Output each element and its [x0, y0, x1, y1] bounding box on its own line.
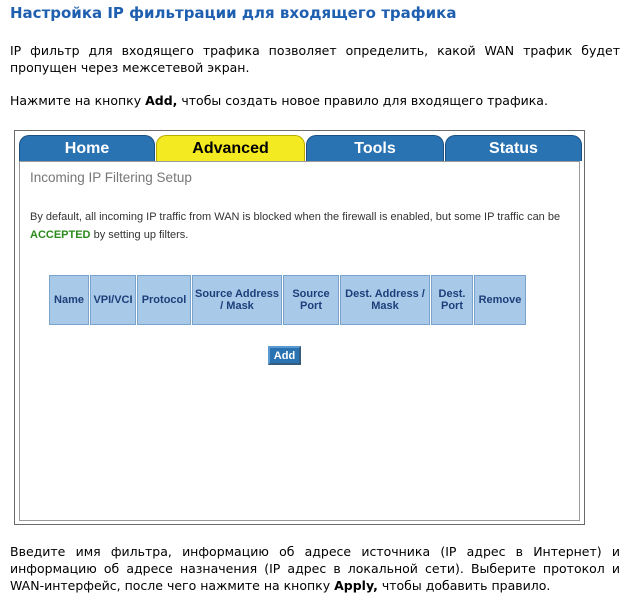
intro-paragraph: IP фильтр для входящего трафика позволяет определить, какой WAN трафик будет пропущен через межсетевой экран. — [10, 43, 620, 75]
column-header-source-address: Source Address / Mask — [192, 275, 283, 326]
column-header-name: Name — [49, 275, 90, 326]
description-start: By default, all incoming IP traffic from WAN is blocked when the firewall is enabled, but some IP traffic can be — [30, 211, 561, 223]
section-title: Incoming IP Filtering Setup — [30, 170, 192, 185]
add-instruction-paragraph — [10, 92, 620, 109]
outro-text-end: чтобы добавить правило. — [377, 578, 551, 593]
apply-keyword: Apply, — [334, 578, 378, 593]
column-header-dest-address: Dest. Address / Mask — [340, 275, 431, 326]
column-header-dest-port: Dest. Port — [431, 275, 474, 326]
column-header-source-port: Source Port — [283, 275, 340, 326]
tab-tools[interactable]: Tools — [306, 135, 444, 161]
add-instruction-suffix: чтобы создать новое правило для входящего трафика. — [177, 93, 548, 108]
column-header-vpi-vci: VPI/VCI — [90, 275, 137, 326]
filter-table — [48, 274, 527, 326]
router-screenshot — [14, 130, 585, 525]
outro-paragraph — [10, 543, 620, 594]
description-end: by setting up filters. — [90, 229, 189, 241]
accepted-keyword: ACCEPTED — [30, 229, 91, 241]
tab-home[interactable]: Home — [19, 135, 155, 161]
section-description — [30, 208, 570, 244]
column-header-remove: Remove — [474, 275, 527, 326]
add-instruction-prefix: Нажмите на кнопку — [10, 93, 146, 108]
table-header-row — [49, 275, 527, 326]
tab-advanced[interactable]: Advanced — [156, 135, 305, 161]
content-panel — [19, 161, 580, 521]
tab-bar — [19, 135, 582, 161]
add-button[interactable]: Add — [268, 346, 301, 365]
column-header-protocol: Protocol — [137, 275, 192, 326]
tab-status[interactable]: Status — [445, 135, 582, 161]
document-title: Настройка IP фильтрации для входящего трафика — [10, 4, 457, 22]
outro-text-start: Введите имя фильтра, информацию об адресе источника (IP адрес в Интернет) и информацию об адресе назначения (IP адрес в локальной сети). Выберите протокол и WAN-интерфейс, после чего нажмите на кнопку — [10, 544, 620, 593]
add-keyword: Add, — [145, 93, 178, 108]
